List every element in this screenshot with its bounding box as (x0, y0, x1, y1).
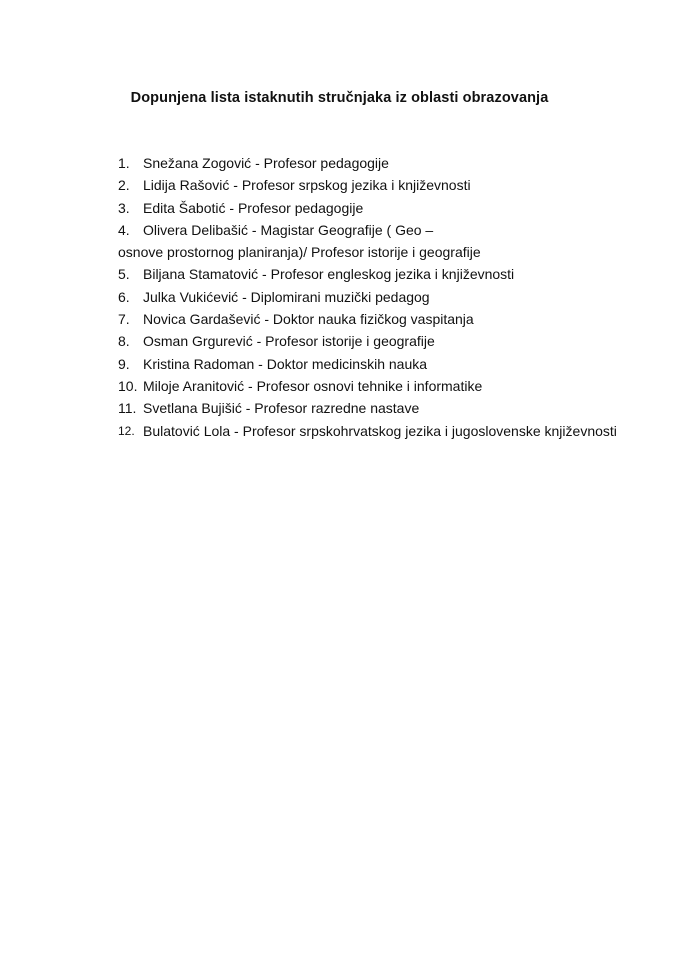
list-item-text: Biljana Stamatović - Profesor engleskog jezika i književnosti (143, 266, 515, 283)
list-item (118, 219, 623, 264)
list-item (118, 197, 623, 219)
list-item (118, 152, 623, 174)
list-item-number: 12. (118, 423, 135, 438)
list-item-text: Osman Grgurević - Profesor istorije i geografije (143, 333, 435, 350)
list-item (118, 286, 623, 308)
list-item-number: 7. (118, 311, 130, 328)
document-title: Dopunjena lista istaknutih stručnjaka iz oblasti obrazovanja (130, 90, 549, 106)
list-item (118, 420, 623, 442)
list-item-number: 3. (118, 199, 130, 216)
list-item-number: 2. (118, 177, 130, 194)
list-item-number: 10. (118, 377, 138, 394)
list-item (118, 308, 623, 330)
list-item-number: 11. (118, 400, 137, 417)
list-item-number: 4. (118, 221, 130, 238)
list-item-text (118, 219, 623, 264)
list-item-text: Kristina Radoman - Doktor medicinskih nauka (143, 355, 428, 372)
list-item (118, 375, 623, 397)
list-item (118, 353, 623, 375)
list-item (118, 397, 623, 419)
list-item (118, 174, 623, 196)
expert-list (118, 152, 623, 442)
list-item-text: Novica Gardašević - Doktor nauka fizičkog vaspitanja (143, 311, 474, 328)
list-item-text: Miloje Aranitović - Profesor osnovi tehnike i informatike (143, 377, 483, 394)
list-item-text: Snežana Zogović - Profesor pedagogije (143, 155, 389, 171)
list-item-number: 1. (118, 155, 130, 171)
list-item-number: 8. (118, 333, 130, 350)
list-item-text: Lidija Rašović - Profesor srpskog jezika i književnosti (143, 177, 471, 194)
list-item-text: Julka Vukićević - Diplomirani muzički pedagog (143, 288, 430, 305)
list-item-number: 9. (118, 355, 130, 372)
list-item-line-2: osnove prostornog planiranja)/ Profesor istorije i geografije (118, 244, 481, 261)
list-item-text: Bulatović Lola - Profesor srpskohrvatskog jezika i jugoslovenske književnosti (143, 422, 617, 439)
list-item-line-1: Olivera Delibašić - Magistar Geografije ( Geo – (143, 221, 434, 238)
list-item-text: Svetlana Bujišić - Profesor razredne nastave (143, 400, 420, 417)
list-item (118, 330, 623, 352)
list-item-text: Edita Šabotić - Profesor pedagogije (143, 199, 364, 216)
list-item-number: 6. (118, 288, 130, 305)
list-item (118, 263, 623, 285)
list-item-number: 5. (118, 266, 130, 283)
